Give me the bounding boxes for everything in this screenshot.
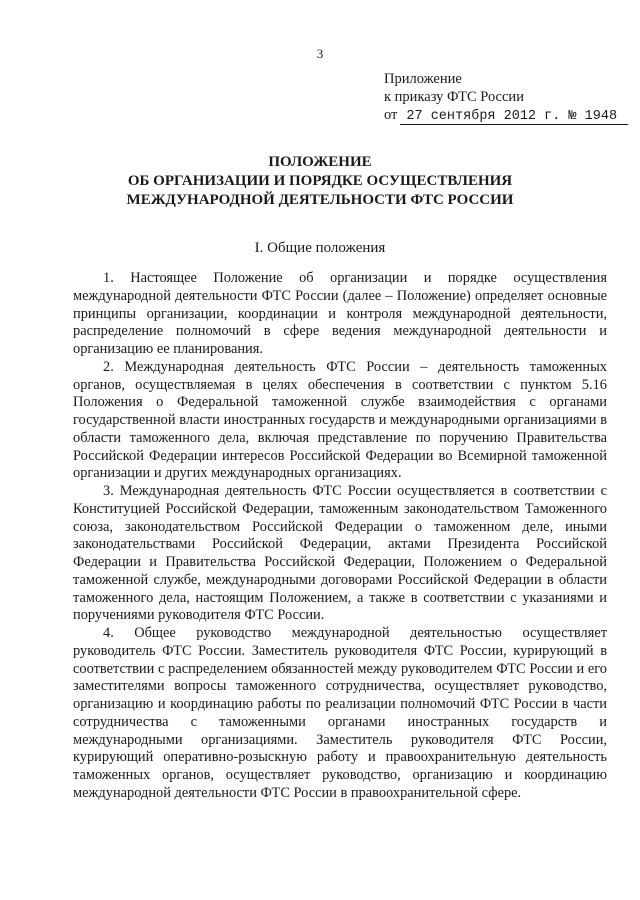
document-body xyxy=(73,270,607,803)
document-title xyxy=(0,153,640,210)
appendix-order-date-line xyxy=(384,106,628,125)
appendix-order-ref: к приказу ФТС России xyxy=(384,89,524,105)
title-line-1: ПОЛОЖЕНИЕ xyxy=(268,154,372,170)
appendix-order-date: 27 сентября 2012 г. № 1948 xyxy=(400,109,628,125)
appendix-block xyxy=(384,70,628,125)
paragraph-4: 4. Общее руководство международной деятельностью осуществляет руководитель ФТС России. Заместитель руководителя ФТС России, курирующий в соответствии с распределением обязанностей между руководителем ФТС России и его заместителями вопросы таможенного сотрудничества, осуществляет руководство, организацию и координацию работы по реализации полномочий ФТС России в части сотрудничества с таможенными органами иностранных государств и международными организациями. Заместитель руководителя ФТС России, курирующий оперативно-розыскную работу и правоохранительную деятельность таможенных органов, осуществляет руководство, организацию и координацию международной деятельности ФТС России в правоохранительной сфере. xyxy=(73,625,607,801)
page-number: 3 xyxy=(316,46,324,61)
section-heading: I. Общие положения xyxy=(254,240,386,256)
title-line-3: МЕЖДУНАРОДНОЙ ДЕЯТЕЛЬНОСТИ ФТС РОССИИ xyxy=(126,192,514,208)
appendix-label: Приложение xyxy=(384,71,462,87)
paragraph-2: 2. Международная деятельность ФТС России – деятельность таможенных органов, осуществляемая в целях обеспечения в соответствии с пунктом 5.16 Положения о Федеральной таможенной службе взаимодействия с органами государственной власти иностранных государств и международными организациями в области таможенного дела, включая представление по поручению Правительства Российской Федерации интересов Российской Федерации во Всемирной таможенной организации и других международных организациях. xyxy=(73,358,607,482)
title-line-2: ОБ ОРГАНИЗАЦИИ И ПОРЯДКЕ ОСУЩЕСТВЛЕНИЯ xyxy=(127,173,513,189)
appendix-date-prefix: от xyxy=(384,107,398,123)
paragraph-1: 1. Настоящее Положение об организации и порядке осуществления международной деятельности ФТС России (далее – Положение) определяет основные принципы организации, координации и контроля международной деятельности, распределение полномочий в сфере ведения международной деятельности и организацию ее планирования. xyxy=(73,270,607,357)
paragraph-3: 3. Международная деятельность ФТС России осуществляется в соответствии с Конституцией Российской Федерации, таможенным законодательством Таможенного союза, законодательством Российской Федерации о таможенном деле, иными законодательствами Российской Федерации, актами Президента Российской Федерации и Правительства Российской Федерации, Положением о Федеральной таможенной службе, международными договорами Российской Федерации в области таможенного дела, настоящим Положением, а также в соответствии с указаниями и поручениями руководителя ФТС России. xyxy=(73,483,607,624)
